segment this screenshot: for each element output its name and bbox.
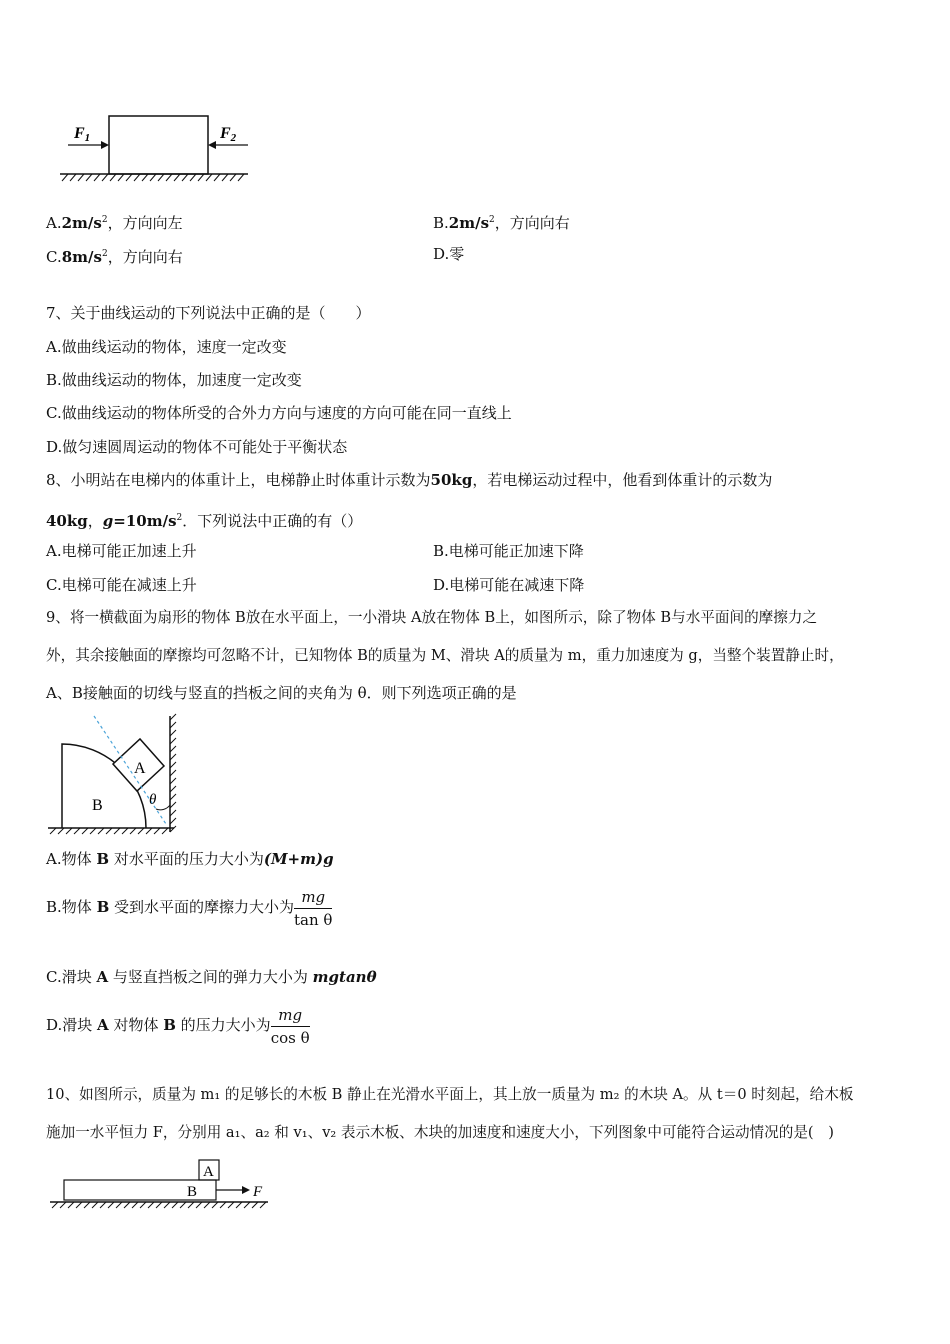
q9-figure — [44, 712, 184, 837]
q8-option-b: B.电梯可能正加速下降 — [433, 542, 584, 560]
q8-stem-line1: 8、小明站在电梯内的体重计上，电梯静止时体重计示数为50kg，若电梯运动过程中，他看到体重计的示数为 — [46, 471, 773, 489]
q8-option-a: A.电梯可能正加速上升 — [46, 542, 197, 560]
q7-option-d: D.做匀速圆周运动的物体不可能处于平衡状态 — [46, 438, 348, 456]
q10-ground-hatch — [52, 1202, 266, 1208]
q6-option-a: $A.2m/s^2$，方向向左 — [46, 214, 183, 232]
q9-angle-arc — [156, 805, 170, 810]
q10-label-b: B — [187, 1184, 198, 1200]
q7-option-a: A.做曲线运动的物体，速度一定改变 — [46, 338, 287, 356]
q9-option-a: A.物体 B 对水平面的压力大小为(M+m)g — [46, 850, 334, 868]
q10-label-a: A — [203, 1164, 214, 1180]
q9-option-d-fraction: $\frac{mg}{\text{cos θ}}$ — [270, 1005, 310, 1047]
q9-stem-line2: 外，其余接触面的摩擦均可忽略不计，已知物体 B的质量为 M、滑块 A的质量为 m，重力加速度为 g，当整个装置静止时， — [46, 647, 844, 664]
q6-f2-label: F2 — [220, 125, 237, 144]
q6-option-c: $C.8m/s^2$，方向向右 — [46, 248, 183, 266]
q9-ground-hatch — [50, 828, 168, 834]
q9-label-b: B — [92, 797, 103, 814]
q10-stem-line1: 10、如图所示，质量为 m₁ 的足够长的木板 B 静止在光滑水平面上，其上放一质量为 m₂ 的木块 A。从 t＝0 时刻起，给木板 — [46, 1086, 854, 1103]
q6-force-figure — [50, 110, 260, 190]
q6-option-b: $B.2m/s^2$，方向向右 — [433, 214, 570, 232]
q9-stem-line1: 9、将一横截面为扇形的物体 B放在水平面上，一小滑块 A放在物体 B上，如图所示，除了物体 B与水平面间的摩擦力之 — [46, 609, 818, 626]
q9-stem-line3: A、B接触面的切线与竖直的挡板之间的夹角为 θ．则下列选项正确的是 — [46, 684, 517, 702]
q9-label-theta: θ — [149, 792, 157, 808]
q9-option-d: D.滑块 A 对物体 B 的压力大小为 $\frac{mg}{\text{cos θ}}$ — [46, 1005, 310, 1047]
q8-stem-line2: 40kg，$g=10m/s^2$．下列说法中正确的有（） — [46, 512, 363, 530]
q6-f2-arrowhead — [208, 141, 216, 149]
q6-f1-label: F1 — [74, 125, 91, 144]
q10-figure — [46, 1156, 276, 1214]
q9-option-c: C.滑块 A 与竖直挡板之间的弹力大小为 mgtanθ — [46, 968, 377, 986]
q6-ground-hatch — [62, 174, 244, 181]
q7-option-b: B.做曲线运动的物体，加速度一定改变 — [46, 371, 302, 389]
q6-f1-arrowhead — [101, 141, 109, 149]
q7-stem: 7、关于曲线运动的下列说法中正确的是（ ） — [46, 304, 371, 322]
q10-force-arrowhead — [242, 1186, 250, 1194]
q8-option-c: C.电梯可能在减速上升 — [46, 576, 197, 594]
q6-block — [109, 116, 208, 174]
q9-label-a: A — [134, 760, 146, 777]
q10-label-f: F — [253, 1184, 263, 1200]
q9-wall-hatch — [170, 714, 176, 832]
q7-option-c: C.做曲线运动的物体所受的合外力方向与速度的方向可能在同一直线上 — [46, 404, 512, 422]
q8-option-d: D.电梯可能在减速下降 — [433, 576, 585, 594]
q10-stem-line2: 施加一水平恒力 F，分别用 a₁、a₂ 和 v₁、v₂ 表示木板、木块的加速度和速度大小，下列图象中可能符合运动情况的是( ) — [46, 1124, 834, 1141]
q9-option-b: B.物体 B 受到水平面的摩擦力大小为 $\frac{mg}{\text{tan θ}}$ — [46, 887, 333, 929]
q6-option-d: D.零 — [433, 245, 465, 263]
q9-option-b-fraction: $\frac{mg}{\text{tan θ}}$ — [294, 887, 333, 929]
